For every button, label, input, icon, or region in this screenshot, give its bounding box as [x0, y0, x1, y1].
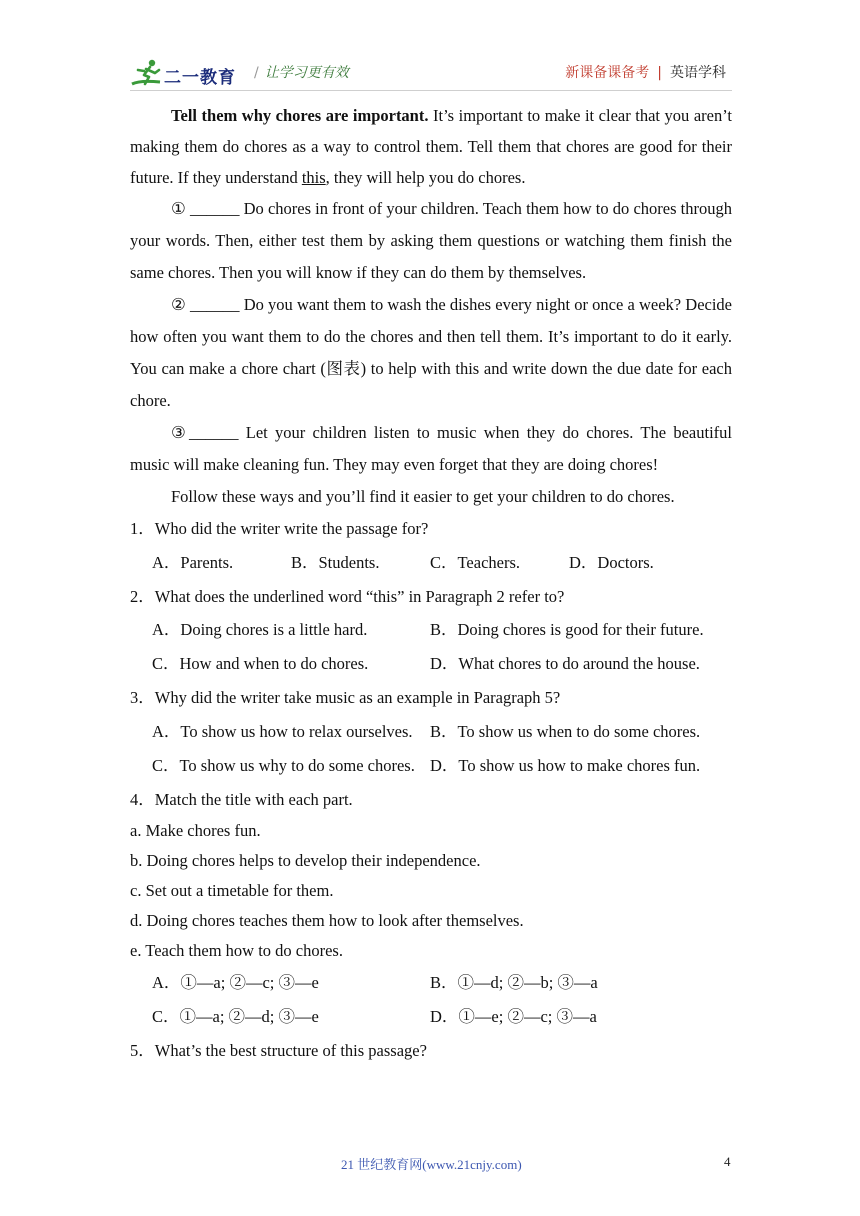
question-4-options-row-1	[130, 966, 732, 1000]
question-1-stem: 1．Who did the writer write the passage for?	[130, 519, 429, 538]
option-a: A．Parents.	[152, 552, 234, 572]
footer-site-link[interactable]: 21 世纪教育网(www.21cnjy.com)	[341, 1157, 522, 1172]
match-item-e: e. Teach them how to do chores.	[130, 941, 343, 960]
question-3-stem: 3．Why did the writer take music as an example in Paragraph 5?	[130, 688, 561, 707]
match-item-a: a. Make chores fun.	[130, 821, 261, 840]
page-footer	[0, 1152, 860, 1172]
paragraph-heading: Tell them why chores are important.	[171, 106, 429, 125]
question-4-stem: 4．Match the title with each part.	[130, 789, 353, 809]
paragraph-4: ② ______ Do you want them to wash the dishes every night or once a week? Decide how often you want them to do the chores and then tell them. It’s important to do it early. You can make a chore chart (图表) to help with this and write down the due date for each chore.	[130, 295, 732, 410]
header-right	[565, 62, 726, 82]
underlined-word: this	[301, 168, 326, 187]
option-c: C．①—a; ②—d; ③—e	[152, 1007, 319, 1026]
option-a: A．Doing chores is a little hard.	[152, 620, 368, 639]
option-d: D．To show us how to make chores fun.	[430, 755, 701, 775]
option-c: C．To show us why to do some chores.	[152, 755, 415, 775]
paragraph-5: ③______ Let your children listen to music when they do chores. The beautiful music will make cleaning fun. They may even forget that they are doing chores!	[130, 423, 732, 474]
header-divider: |	[657, 65, 662, 81]
logo	[130, 58, 240, 90]
slogan: / 让学习更有效	[254, 65, 349, 81]
paragraph-2	[130, 100, 732, 193]
question-2-options-row-1	[130, 613, 732, 647]
question-1-options	[130, 546, 732, 580]
slogan-text: 让学习更有效	[264, 65, 349, 81]
option-d: D．Doctors.	[569, 552, 654, 572]
option-d: D．①—e; ②—c; ③—a	[430, 1007, 597, 1026]
match-item-c: c. Set out a timetable for them.	[130, 881, 334, 900]
paragraph-3: ① ______ Do chores in front of your children. Teach them how to do chores through your words. Then, either test them by asking them questions or watching them finish the same chores. Then you will know if they can do them by themselves.	[130, 199, 732, 282]
course-label: 新课备课备考	[565, 65, 650, 81]
option-b: B．①—d; ②—b; ③—a	[430, 973, 598, 992]
option-c: C．Teachers.	[430, 552, 521, 572]
option-b: B．Doing chores is good for their future.	[430, 620, 704, 639]
subject-label: 英语学科	[670, 65, 726, 81]
question-2-options-row-2	[130, 647, 732, 681]
question-3-options-row-2	[130, 749, 732, 783]
question-4-options-row-2	[130, 1000, 732, 1034]
logo-text: 二一教育	[164, 68, 236, 88]
option-c: C．How and when to do chores.	[152, 654, 369, 673]
option-b: B．To show us when to do some chores.	[430, 721, 701, 741]
document-body	[130, 100, 732, 1068]
page-header	[130, 56, 732, 92]
option-a: A．To show us how to relax ourselves.	[152, 721, 413, 741]
match-item-d: d. Doing chores teaches them how to look after themselves.	[130, 911, 524, 930]
question-2-stem: 2．What does the underlined word “this” in Paragraph 2 refer to?	[130, 586, 565, 606]
question-3-options-row-1	[130, 715, 732, 749]
page-number: 4	[724, 1154, 731, 1169]
option-a: A．①—a; ②—c; ③—e	[152, 973, 319, 992]
paragraph-6: Follow these ways and you’ll find it easier to get your children to do chores.	[171, 487, 675, 506]
paragraph-text: It’s important to make it clear that you aren’t making them do chores as a way to control them. Tell them that chores are good for their future. If they understand	[130, 106, 732, 187]
runner-icon	[130, 58, 164, 90]
question-5-stem: 5．What’s the best structure of this passage?	[130, 1041, 427, 1060]
match-item-b: b. Doing chores helps to develop their independence.	[130, 851, 481, 870]
header-divider-line	[130, 90, 732, 91]
option-d: D．What chores to do around the house.	[430, 654, 700, 673]
option-b: B．Students.	[291, 552, 380, 572]
paragraph-text-end: , they will help you do chores.	[325, 168, 526, 187]
